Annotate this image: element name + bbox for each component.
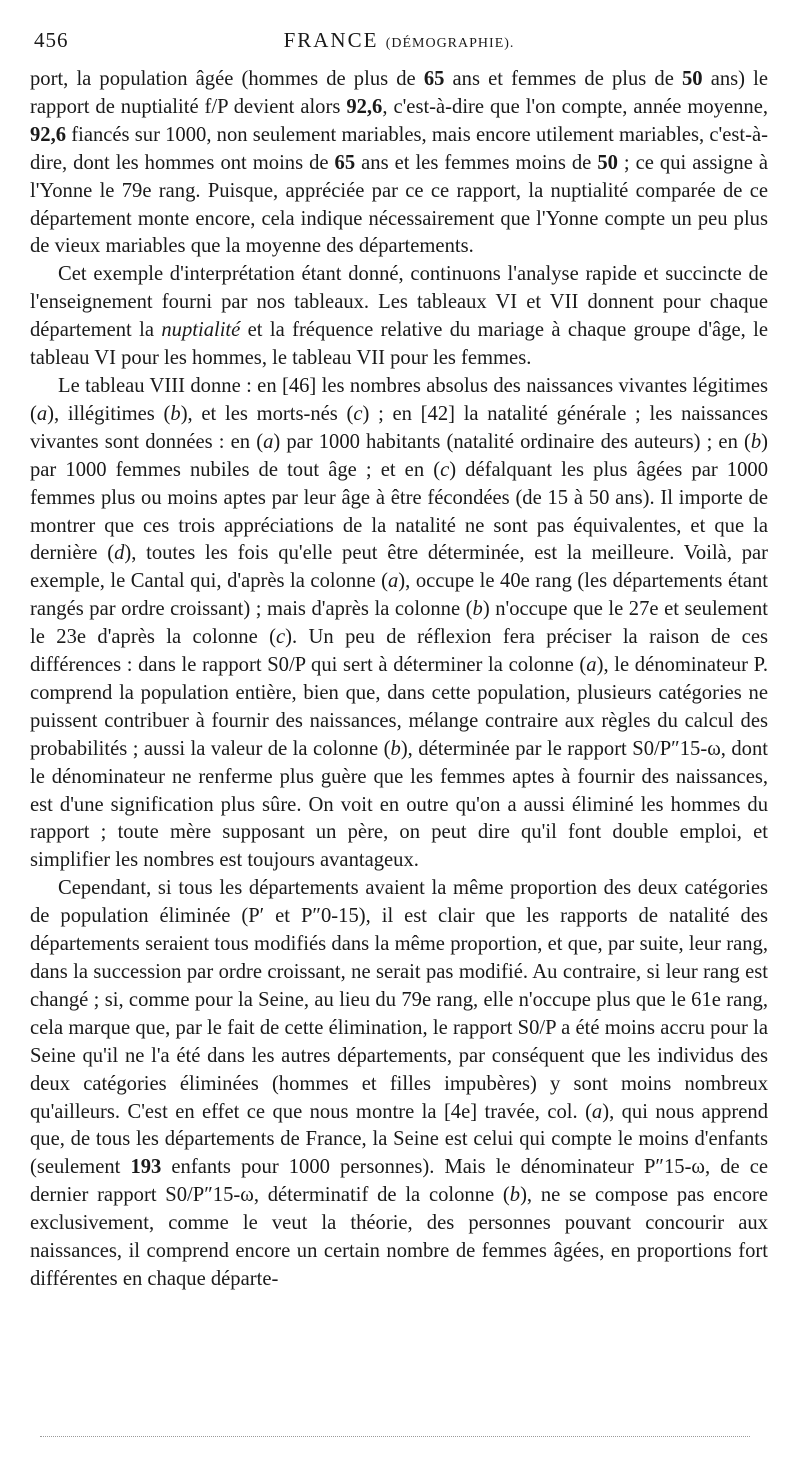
text-run: ), déterminée par le rapport S0/P″15-ω, dont le dénominateur ne renferme plus guère que les femmes aptes à fournir des naissances, est d'une signification plus sûre. On voit en outre qu'on a aussi éliminé les hommes du rapport ; toute mère supposant un père, on peut dire qu'il font double emploi, et simplifier les nombres est toujours avantageux. (30, 737, 768, 872)
text-run: ) défalquant les plus âgées par 1000 femmes plus ou moins aptes par leur âge à être fécondées (de 15 à 50 ans). Il importe de montrer que ces trois appréciations de la natalité ne sont pas équivalentes, et que la dernière ( (30, 458, 768, 565)
text-run: 92,6 (30, 123, 67, 146)
page-header (30, 22, 768, 66)
text-run: Cependant, si tous les départements avaient la même proportion des deux catégories de population éliminée (P′ et P″0-15), il est clair que les rapports de natalité des départements seraient tous modifiés dans la même proportion, et que, par suite, leur rang, dans la succession par ordre croissant, ne serait pas modifié. Au contraire, si leur rang est changé ; si, comme pour la Seine, au lieu du 79e rang, elle n'occupe plus que le 61e rang, cela marque que, par le fait de cette élimination, le rapport S0/P a été moins accru pour la Seine qu'il ne l'a été dans les autres départements, par conséquent que les individus des deux catégories éliminées (hommes et filles impubères) y sont moins nombreux qu'ailleurs. C'est en effet ce que nous montre la [4e] travée, col. ( (30, 877, 768, 1123)
text-run: enfants pour 1000 personnes). Mais le dénominateur P″15-ω, de ce dernier rapport S0/P″15-ω, déterminatif de la colonne ( (30, 1156, 769, 1207)
text-run: ; ce qui assigne à l'Yonne le 79e rang. Puisque, appréciée par ce ce rapport, la nuptialité comparée de ce département monte encore, cela indique nécessairement que l'Yonne compte un peu plus de vieux mariables que la moyenne des départements. (30, 151, 768, 258)
text-run: b (390, 737, 401, 760)
text-run: ), toutes les fois qu'elle peut être déterminée, est la meilleure. Voilà, par exemple, le Cantal qui, d'après la colonne ( (30, 542, 768, 593)
page-number: 456 (34, 28, 69, 52)
text-run: c (440, 458, 450, 481)
text-run: ), le dénominateur P. comprend la population entière, bien que, dans cette population, plusieurs catégories ne puissent contribuer à fournir des naissances, mélange contraire aux règles du calcul des probabilités ; aussi la valeur de la colonne ( (30, 654, 768, 760)
text-run: a (388, 570, 399, 593)
text-run: b (750, 430, 762, 453)
text-run: ), occupe le 40e rang (les départements étant rangés par ordre croissant) ; mais d'après la colonne ( (30, 570, 768, 621)
text-run: Cet exemple d'interprétation étant donné, continuons l'analyse rapide et succincte de l'enseignement fourni par nos tableaux. Les tableaux VI et VII donnent pour chaque département la (30, 263, 768, 342)
running-title: FRANCE (283, 28, 379, 52)
paragraph-4 (30, 875, 768, 1294)
text-run: et la fréquence relative du mariage à chaque groupe d'âge, le tableau VI pour les hommes, le tableau VII pour les femmes. (30, 319, 768, 370)
body-text (30, 66, 768, 1294)
text-run: Le tableau VIII donne : en [46] les nombres absolus des naissances vivantes légitimes ( (30, 374, 768, 425)
text-run: 92,6 (346, 95, 383, 118)
text-run: a (36, 402, 48, 425)
text-run: a (586, 654, 597, 677)
text-run: b (509, 1184, 521, 1207)
text-run: ) par 1000 habitants (natalité ordinaire des auteurs) ; en ( (273, 430, 751, 453)
text-run: 65 (334, 151, 356, 174)
text-run: a (591, 1100, 603, 1123)
text-run: ), ne se compose pas encore exclusivement, comme le veut la théorie, des personnes pouvant concourir aux naissances, il comprend encore un certain nombre de femmes âgées, en proportions fort différentes en chaque départe- (30, 1184, 768, 1290)
text-run: ) ; en [42] la natalité générale ; les naissances vivantes sont données : en ( (30, 402, 768, 453)
text-run: ans) le rapport de nuptialité f/P devient alors (30, 68, 769, 118)
text-run: 65 (423, 68, 445, 90)
text-run: ) par 1000 femmes nubiles de tout âge ; et en ( (30, 430, 768, 481)
text-run: b (170, 402, 181, 425)
text-run: ans et les femmes moins de (355, 151, 598, 174)
text-run: c (276, 626, 286, 649)
text-run: nuptialité (161, 319, 241, 342)
text-run: ans et femmes de plus de (444, 68, 682, 90)
text-run: 50 (682, 68, 703, 90)
running-subtitle: (DÉMOGRAPHIE). (385, 36, 515, 51)
text-run: 193 (130, 1156, 162, 1179)
text-run: 50 (597, 151, 618, 174)
running-head (30, 28, 768, 53)
text-run: ), illégitimes ( (47, 402, 171, 425)
paragraph-3 (30, 373, 768, 875)
text-run: ), et les morts-nés ( (180, 402, 354, 425)
text-run: a (263, 430, 274, 453)
text-run: ) n'occupe que le 27e et seulement le 23e d'après la colonne ( (30, 598, 768, 649)
text-run: fiancés sur 1000, non seulement mariables, mais encore utilement mariables, c'est-à-dire, dont les hommes ont moins de (30, 123, 768, 174)
text-run: , c'est-à-dire que l'on compte, année moyenne, (382, 95, 768, 118)
paragraph-2 (30, 261, 768, 373)
footer-dotted-rule (40, 1436, 750, 1437)
document-page (30, 22, 768, 1294)
text-run: c (353, 402, 363, 425)
text-run: b (472, 598, 483, 621)
text-run: port, la population âgée (hommes de plus de (30, 68, 424, 90)
text-run: ). Un peu de réflexion fera préciser la raison de ces différences : dans le rapport S0/P qui sert à déterminer la colonne ( (30, 626, 768, 677)
paragraph-1 (30, 66, 768, 261)
text-run: d (114, 542, 125, 565)
text-run: ), qui nous apprend que, de tous les départements de France, la Seine est celui qui compte le moins d'enfants (seulement (30, 1100, 768, 1179)
